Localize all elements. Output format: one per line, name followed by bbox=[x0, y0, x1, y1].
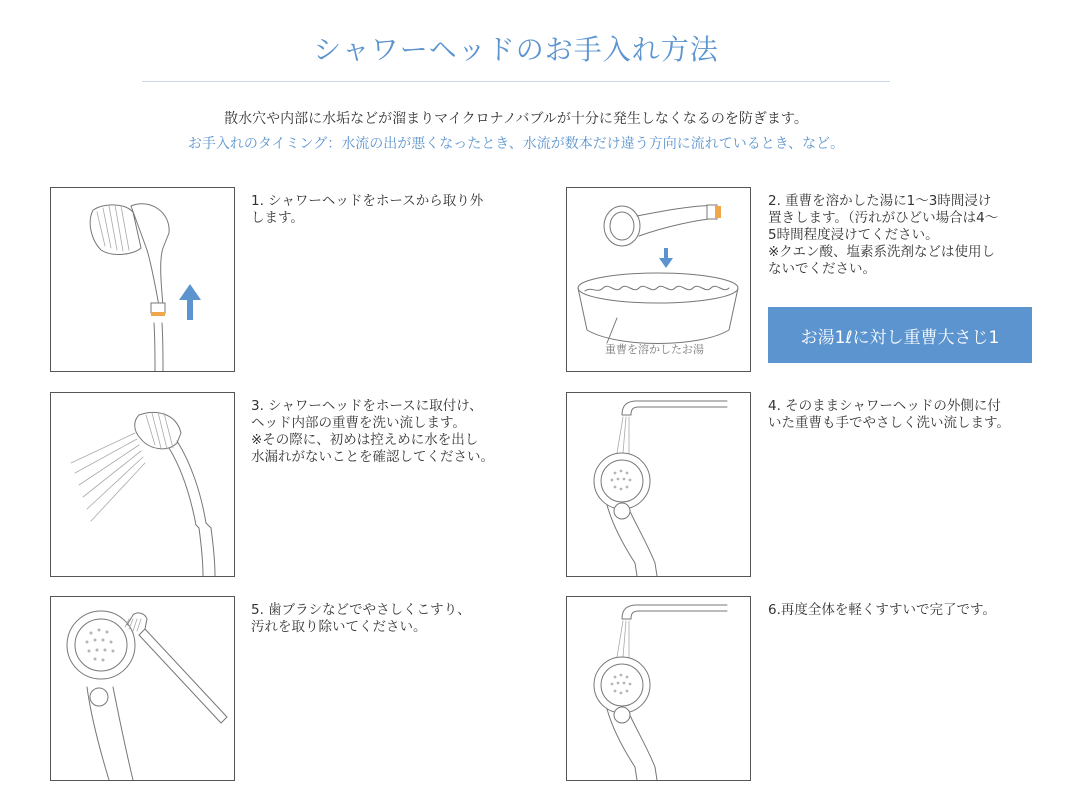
step-6-illustration bbox=[566, 596, 751, 781]
detach-shower-head-icon bbox=[51, 188, 234, 371]
step-4-text: 4. そのままシャワーヘッドの外側に付 いた重曹も手でやさしく洗い流します。 bbox=[768, 398, 1010, 431]
step-4-illustration bbox=[566, 392, 751, 577]
rinse-outside-icon bbox=[567, 393, 750, 576]
title-divider bbox=[142, 81, 890, 82]
step-3-text: 3. シャワーヘッドをホースに取付け、 ヘッド内部の重曹を洗い流します。 ※その際に、初めは控えめに水を出し 水漏れがないことを確認してください。 bbox=[251, 398, 494, 465]
basin-label: 重曹を溶かしたお湯 bbox=[605, 343, 704, 356]
final-rinse-icon bbox=[567, 597, 750, 780]
intro-timing-note: お手入れのタイミング：水流の出が悪くなったとき、水流が数本だけ違う方向に流れているとき、など。 bbox=[187, 136, 845, 152]
page-title: シャワーヘッドのお手入れ方法 bbox=[313, 33, 719, 66]
step-5-text: 5. 歯ブラシなどでやさしくこすり、 汚れを取り除いてください。 bbox=[251, 602, 471, 635]
flush-inside-icon bbox=[51, 393, 234, 576]
soak-in-basin-icon bbox=[567, 188, 750, 371]
step-1-text: 1. シャワーヘッドをホースから取り外 します。 bbox=[251, 193, 484, 226]
step-5-illustration bbox=[50, 596, 235, 781]
step-6-text: 6.再度全体を軽くすすいで完了です。 bbox=[768, 602, 996, 618]
step-2-illustration bbox=[566, 187, 751, 372]
step-1-illustration bbox=[50, 187, 235, 372]
step-2-text: 2. 重曹を溶かした湯に1〜3時間浸け 置きします。（汚れがひどい場合は4〜 5時間程度浸けてください。 ※クエン酸、塩素系洗剤などは使用し ないでください。 bbox=[768, 193, 999, 277]
intro-description: 散水穴や内部に水垢などが溜まりマイクロナノバブルが十分に発生しなくなるのを防ぎます。 bbox=[224, 111, 808, 127]
ratio-note-button: お湯1ℓに対し重曹大さじ1 bbox=[768, 307, 1032, 363]
step-3-illustration bbox=[50, 392, 235, 577]
brush-clean-icon bbox=[51, 597, 234, 780]
